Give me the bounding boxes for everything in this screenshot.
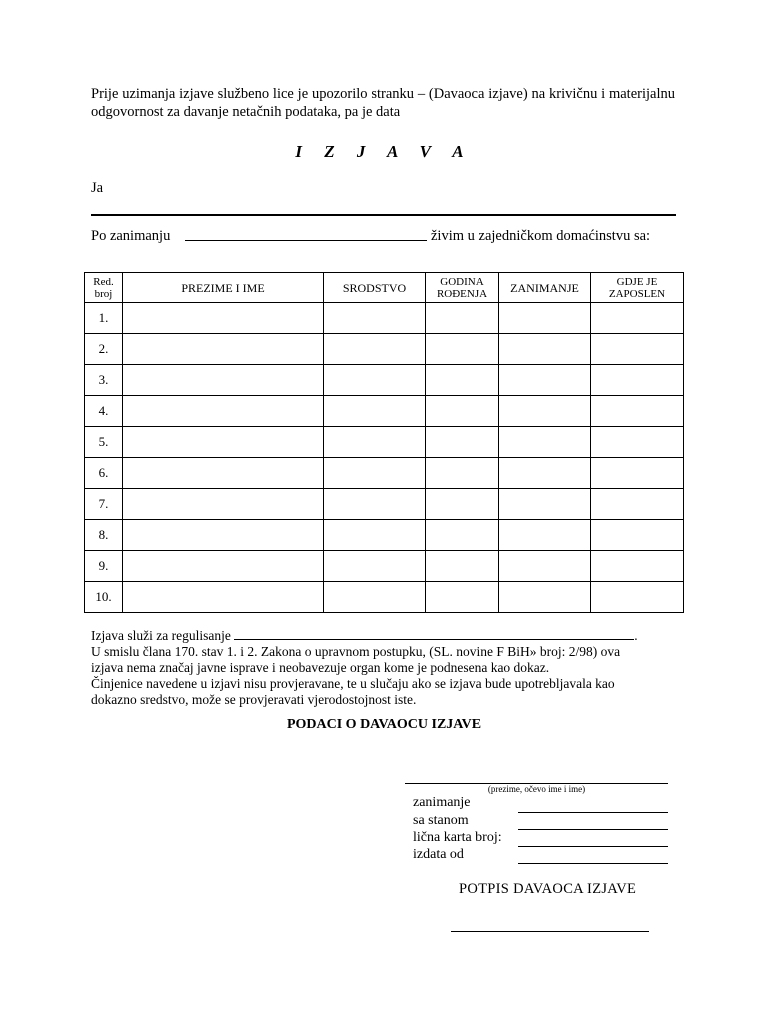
relation-cell[interactable] xyxy=(324,489,426,520)
relation-cell[interactable] xyxy=(324,365,426,396)
name-cell[interactable] xyxy=(123,520,324,551)
purpose-line xyxy=(91,628,681,644)
row-number: 1. xyxy=(85,303,123,334)
table-row xyxy=(85,520,684,551)
field-occupation-line[interactable] xyxy=(518,812,668,813)
row-number: 5. xyxy=(85,427,123,458)
table-row xyxy=(85,334,684,365)
legal-line: Činjenice navedene u izjavi nisu provjeravane, te u slučaju ako se izjava bude upotrebljavala kao xyxy=(91,676,615,691)
birth-year-cell[interactable] xyxy=(426,458,499,489)
name-cell[interactable] xyxy=(123,303,324,334)
birth-year-cell[interactable] xyxy=(426,365,499,396)
section-title xyxy=(0,717,768,733)
household-members-table xyxy=(84,272,684,613)
relation-cell[interactable] xyxy=(324,427,426,458)
field-id-card-label: lična karta broj: xyxy=(413,830,502,845)
legal-line: U smislu člana 170. stav 1. i 2. Zakona o upravnom postupku, (SL. novine F BiH» broj: 2/98) ova xyxy=(91,644,621,659)
purpose-end: . xyxy=(634,628,638,643)
purpose-label: Izjava služi za regulisanje xyxy=(91,628,231,643)
field-residence-line[interactable] xyxy=(518,829,668,830)
occupation-label: Po zanimanju xyxy=(91,228,171,244)
relation-cell[interactable] xyxy=(324,520,426,551)
name-cell[interactable] xyxy=(123,582,324,613)
legal-line: izjava nema značaj javne isprave i neobavezuje organ kome je podnesena kao dokaz. xyxy=(91,660,550,675)
header-relation: SRODSTVO xyxy=(324,273,426,303)
field-issued-by-label: izdata od xyxy=(413,847,464,862)
occupation-cell[interactable] xyxy=(499,303,591,334)
employed-cell[interactable] xyxy=(591,365,684,396)
occupation-cell[interactable] xyxy=(499,582,591,613)
birth-year-cell[interactable] xyxy=(426,489,499,520)
employed-cell[interactable] xyxy=(591,427,684,458)
name-cell[interactable] xyxy=(123,458,324,489)
signature-line[interactable] xyxy=(451,931,649,932)
relation-cell[interactable] xyxy=(324,303,426,334)
table-row xyxy=(85,365,684,396)
field-id-card-line[interactable] xyxy=(518,846,668,847)
employed-cell[interactable] xyxy=(591,489,684,520)
relation-cell[interactable] xyxy=(324,458,426,489)
employed-cell[interactable] xyxy=(591,520,684,551)
name-cell[interactable] xyxy=(123,365,324,396)
occupation-line[interactable] xyxy=(185,240,427,241)
row-number: 10. xyxy=(85,582,123,613)
table-row xyxy=(85,427,684,458)
table-row xyxy=(85,396,684,427)
name-cell[interactable] xyxy=(123,551,324,582)
birth-year-cell[interactable] xyxy=(426,396,499,427)
header-num: Red. broj xyxy=(85,273,123,303)
field-issued-by-line[interactable] xyxy=(518,863,668,864)
name-cell[interactable] xyxy=(123,334,324,365)
occupation-cell[interactable] xyxy=(499,427,591,458)
signature-label: POTPIS DAVAOCA IZJAVE xyxy=(459,881,637,897)
employed-cell[interactable] xyxy=(591,458,684,489)
field-occupation-label: zanimanje xyxy=(413,795,471,810)
name-cell[interactable] xyxy=(123,396,324,427)
employed-cell[interactable] xyxy=(591,582,684,613)
header-birth-year: GODINA ROĐENJA xyxy=(426,273,499,303)
table-row xyxy=(85,458,684,489)
row-number: 6. xyxy=(85,458,123,489)
legal-notice xyxy=(91,628,681,708)
header-name: PREZIME I IME xyxy=(123,273,324,303)
field-residence-label: sa stanom xyxy=(413,813,469,828)
purpose-input-line[interactable] xyxy=(234,628,634,640)
header-occupation: ZANIMANJE xyxy=(499,273,591,303)
birth-year-cell[interactable] xyxy=(426,334,499,365)
row-number: 8. xyxy=(85,520,123,551)
legal-line: dokazno sredstvo, može se provjeravati vjerodostojnost iste. xyxy=(91,692,417,707)
row-number: 7. xyxy=(85,489,123,520)
household-label: živim u zajedničkom domaćinstvu sa: xyxy=(431,228,651,244)
name-caption: (prezime, očevo ime i ime) xyxy=(487,784,586,794)
occupation-cell[interactable] xyxy=(499,489,591,520)
row-number: 4. xyxy=(85,396,123,427)
birth-year-cell[interactable] xyxy=(426,520,499,551)
declarant-label: Ja xyxy=(91,180,104,196)
table-row xyxy=(85,551,684,582)
occupation-cell[interactable] xyxy=(499,334,591,365)
name-cell[interactable] xyxy=(123,427,324,458)
declarant-name-line[interactable] xyxy=(91,214,676,216)
row-number: 2. xyxy=(85,334,123,365)
table-row xyxy=(85,489,684,520)
birth-year-cell[interactable] xyxy=(426,582,499,613)
occupation-cell[interactable] xyxy=(499,551,591,582)
relation-cell[interactable] xyxy=(324,551,426,582)
occupation-cell[interactable] xyxy=(499,365,591,396)
occupation-cell[interactable] xyxy=(499,520,591,551)
employed-cell[interactable] xyxy=(591,551,684,582)
birth-year-cell[interactable] xyxy=(426,551,499,582)
employed-cell[interactable] xyxy=(591,303,684,334)
employed-cell[interactable] xyxy=(591,334,684,365)
table-row xyxy=(85,303,684,334)
row-number: 9. xyxy=(85,551,123,582)
occupation-cell[interactable] xyxy=(499,396,591,427)
intro-paragraph: Prije uzimanja izjave službeno lice je upozorilo stranku – (Davaoca izjave) na krivičnu i materijalnu odgovornost za davanje netačnih podataka, pa je data xyxy=(91,86,675,120)
birth-year-cell[interactable] xyxy=(426,427,499,458)
employed-cell[interactable] xyxy=(591,396,684,427)
occupation-cell[interactable] xyxy=(499,458,591,489)
relation-cell[interactable] xyxy=(324,334,426,365)
name-cell[interactable] xyxy=(123,489,324,520)
header-employed: GDJE JE ZAPOSLEN xyxy=(591,273,684,303)
relation-cell[interactable] xyxy=(324,582,426,613)
birth-year-cell[interactable] xyxy=(426,303,499,334)
document-title: I Z J A V A xyxy=(295,142,473,161)
table-header-row xyxy=(85,273,684,303)
section-title-text: PODACI O DAVAOCU IZJAVE xyxy=(286,717,482,732)
table-row xyxy=(85,582,684,613)
relation-cell[interactable] xyxy=(324,396,426,427)
row-number: 3. xyxy=(85,365,123,396)
